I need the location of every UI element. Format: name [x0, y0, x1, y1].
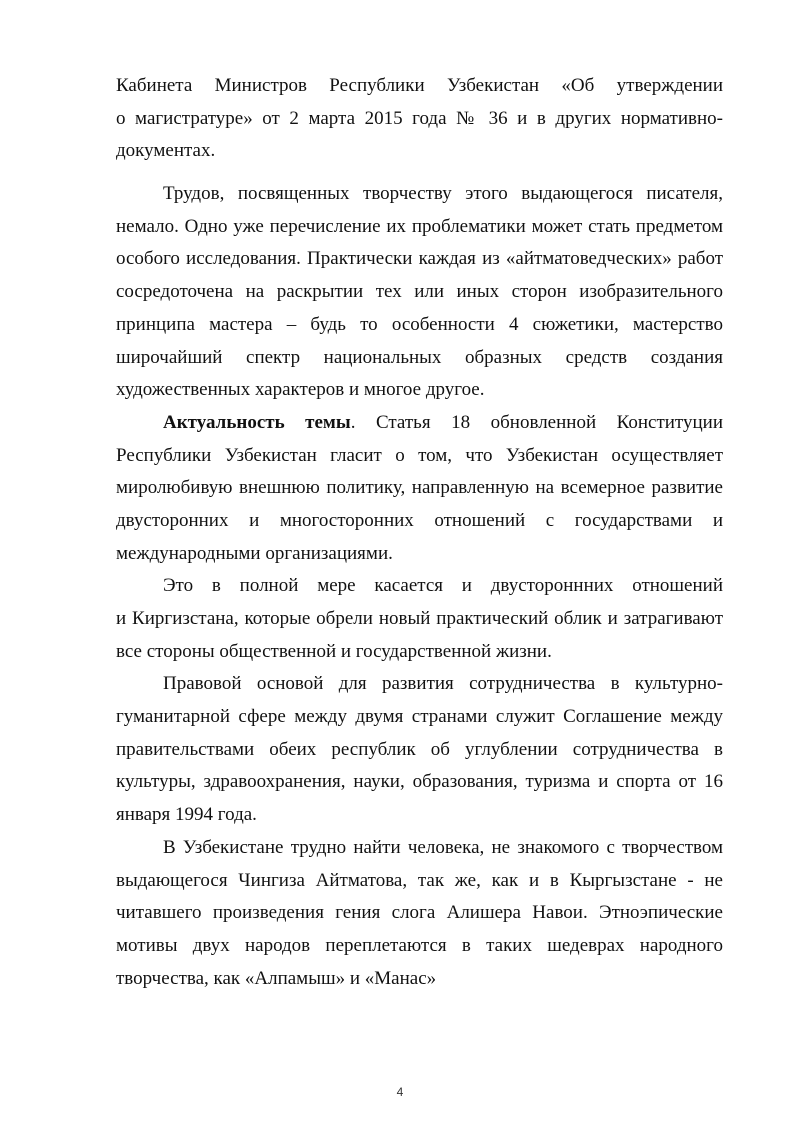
text-line: читавшего произведения гения слога Алишера Навои. Этноэпические — [116, 902, 723, 924]
text-line: все стороны общественной и государственной жизни. — [116, 640, 552, 662]
paragraph-6 — [116, 832, 723, 995]
text-line: Трудов, посвященных творчеству этого выдающегося писателя, — [163, 183, 723, 205]
text-line: Кабинета Министров Республики Узбекистан «Об утверждении — [116, 75, 723, 96]
paragraph-3 — [116, 407, 723, 570]
text-line: культуры, здравоохранения, науки, образования, туризма и спорта от 16 — [116, 771, 723, 793]
text-line: Правовой основой для развития сотрудничества в культурно- — [163, 673, 723, 695]
heading-line-rest: . Статья 18 обновленной Конституции — [350, 411, 723, 433]
text-line: принципа мастера – будь то особенности 4 сюжетики, мастерство — [116, 313, 723, 335]
text-line: Это в полной мере касается и двустороннних отношений — [163, 575, 723, 597]
text-line: января 1994 года. — [116, 804, 257, 826]
text-line: немало. Одно уже перечисление их проблематики может стать предметом — [116, 215, 723, 237]
paragraph-5 — [116, 668, 723, 831]
text-line: о магистратуре» от 2 марта 2015 года № 36 и в других нормативно- — [116, 107, 723, 129]
text-line: документах. — [116, 140, 216, 162]
text-line: гуманитарной сфере между двумя странами служит Соглашение между — [116, 706, 723, 728]
paragraph-4 — [116, 570, 723, 668]
text-line: особого исследования. Практически каждая из «айтматоведческих» работ — [116, 248, 723, 270]
text-line: правительствами обеих республик об углублении сотрудничества в — [116, 738, 723, 760]
page-number: 4 — [396, 1085, 404, 1099]
text-line: широчайший спектр национальных образных средств создания — [116, 346, 723, 368]
paragraph-2 — [116, 178, 723, 407]
text-line: Республики Узбекистан гласит о том, что Узбекистан осуществляет — [116, 444, 723, 466]
text-line: сосредоточена на раскрытии тех или иных сторон изобразительного — [116, 281, 723, 303]
body-text — [116, 70, 723, 995]
section-heading: Актуальность темы — [163, 411, 351, 433]
text-line: миролюбивую внешнюю политику, направленную на всемерное развитие — [116, 477, 723, 499]
text-line: выдающегося Чингиза Айтматова, так же, как и в Кыргызстане - не — [116, 869, 723, 891]
text-line: и Киргизстана, которые обрели новый практический облик и затрагивают — [116, 608, 723, 629]
text-line — [116, 407, 723, 440]
text-line: двусторонних и многосторонних отношений с государствами и — [116, 509, 723, 531]
text-line: художественных характеров и многое другое. — [116, 379, 485, 401]
paragraph-1 — [116, 70, 723, 168]
text-line: международными организациями. — [116, 542, 393, 564]
text-line: мотивы двух народов переплетаются в таких шедеврах народного — [116, 934, 723, 956]
text-line: В Узбекистане трудно найти человека, не знакомого с творчеством — [163, 836, 723, 858]
text-line: творчества, как «Алпамыш» и «Манас» — [116, 967, 437, 989]
